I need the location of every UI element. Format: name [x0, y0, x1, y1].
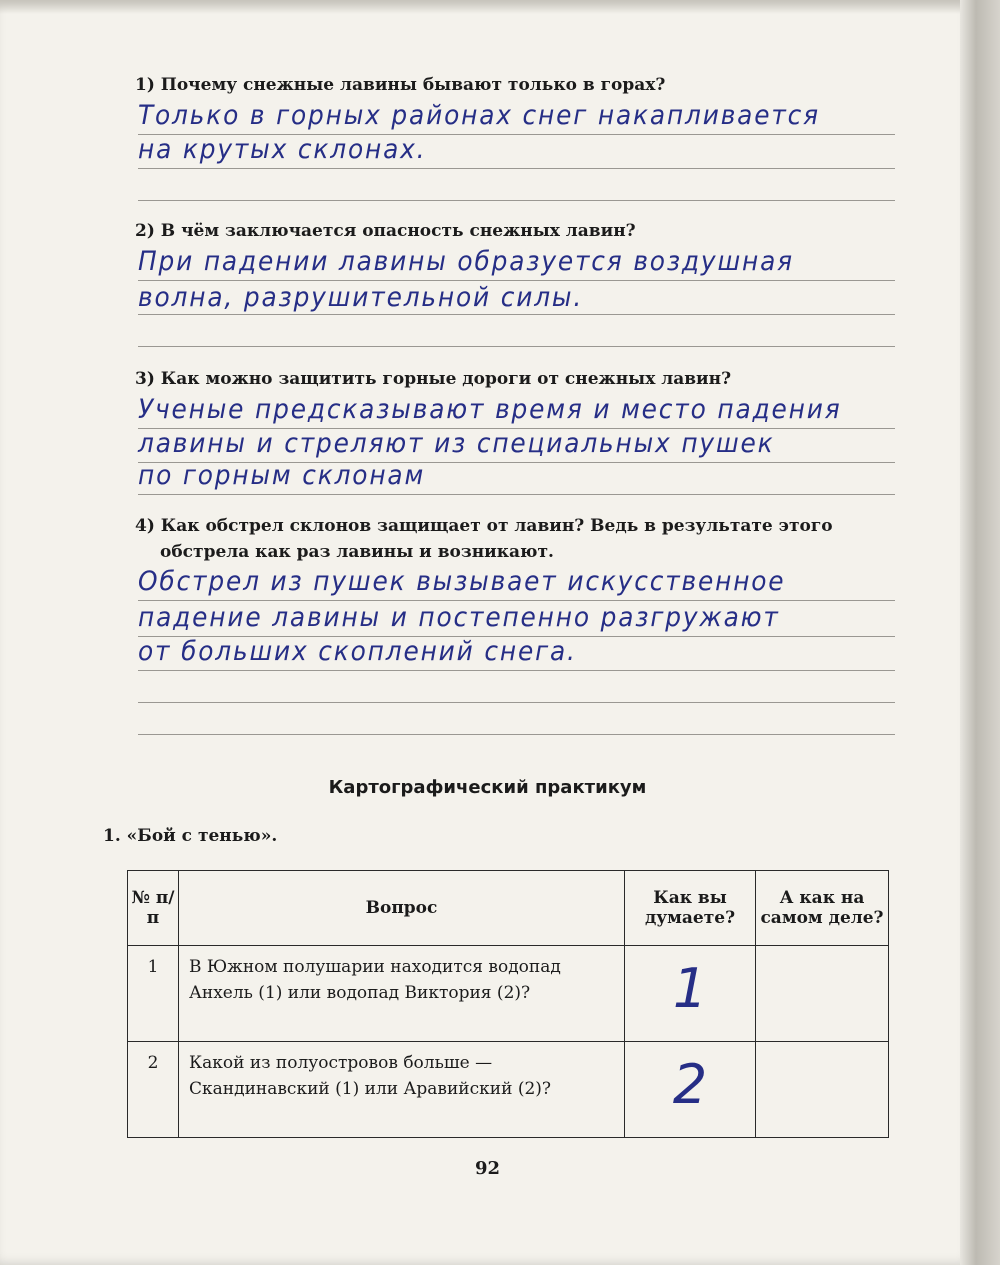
table-row: [128, 946, 889, 1042]
answer-1-line-1: Только в горных районах снег накапливается: [138, 100, 820, 131]
answer-2-line-2: волна, разрушительной силы.: [138, 282, 584, 313]
answer-1-line-2: на крутых склонах.: [138, 134, 427, 165]
header-actual: А как на самом деле?: [756, 871, 889, 946]
answer-rule: [138, 280, 895, 281]
row-actual-cell[interactable]: [756, 946, 889, 1042]
answer-3-line-2: лавины и стреляют из специальных пушек: [138, 428, 775, 459]
answer-rule: [138, 314, 895, 315]
book-binding: [960, 0, 1000, 1265]
row-guess-cell[interactable]: [625, 946, 756, 1042]
question-3: 3) Как можно защитить горные дороги от снежных лавин?: [135, 369, 732, 389]
answer-rule: [138, 702, 895, 703]
header-question: Вопрос: [179, 871, 625, 946]
question-4-line-1: 4) Как обстрел склонов защищает от лавин? Ведь в результате этого: [135, 516, 833, 536]
answer-rule: [138, 200, 895, 201]
task-title: 1. «Бой с тенью».: [103, 826, 278, 846]
answer-rule: [138, 168, 895, 169]
answer-3-line-1: Ученые предсказывают время и место падения: [138, 394, 842, 425]
section-title: Картографический практикум: [328, 777, 647, 798]
answer-rule: [138, 734, 895, 735]
row-guess-cell[interactable]: [625, 1042, 756, 1138]
table-row: [128, 1042, 889, 1138]
answer-4-line-2: падение лавины и постепенно разгружают: [138, 602, 780, 633]
answer-3-line-3: по горным склонам: [138, 460, 426, 491]
row-question: В Южном полушарии находится водопад Анхель (1) или водопад Виктория (2)?: [179, 946, 625, 1042]
row-guess: 2: [672, 1053, 708, 1116]
answer-rule: [138, 670, 895, 671]
row-question: Какой из полуостровов больше — Скандинавский (1) или Аравийский (2)?: [179, 1042, 625, 1138]
answer-4-line-3: от больших скоплений снега.: [138, 636, 577, 667]
question-4-line-2: обстрела как раз лавины и возникают.: [160, 542, 554, 562]
answer-rule: [138, 494, 895, 495]
header-guess: Как вы думаете?: [625, 871, 756, 946]
answer-4-line-1: Обстрел из пушек вызывает искусственное: [138, 566, 786, 597]
page-number: 92: [474, 1158, 501, 1179]
question-2: 2) В чём заключается опасность снежных лавин?: [135, 221, 636, 241]
header-number: № п/п: [128, 871, 179, 946]
question-1: 1) Почему снежные лавины бывают только в горах?: [135, 75, 666, 95]
row-actual-cell[interactable]: [756, 1042, 889, 1138]
page-shadow: [0, 0, 975, 14]
table-header-row: [128, 871, 889, 946]
row-guess: 1: [672, 957, 708, 1020]
answer-rule: [138, 346, 895, 347]
answer-rule: [138, 600, 895, 601]
quiz-table: [127, 870, 889, 1138]
row-number: 2: [128, 1042, 179, 1138]
row-number: 1: [128, 946, 179, 1042]
answer-2-line-1: При падении лавины образуется воздушная: [138, 246, 794, 277]
